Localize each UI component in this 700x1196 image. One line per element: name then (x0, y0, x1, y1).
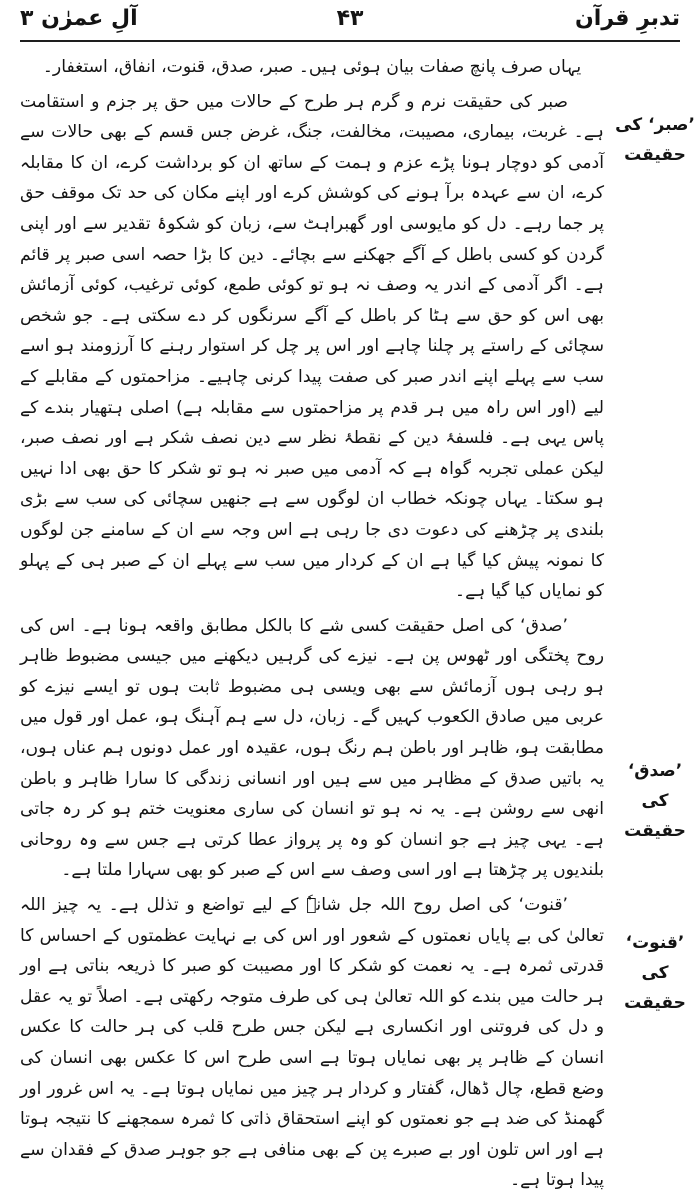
paragraph-sabr: صبر کی حقیقت نرم و گرم ہر طرح کے حالات میں حق پر جزم و استقامت ہے۔ غربت، بیماری، مصیبت، مخالفت، جنگ، غرض جس قسم کے بھی حالات سے آدمی کو دوچار ہونا پڑے عزم و ہمت کے ساتھ ان کو برداشت کرے، ان کا مقابلہ کرے، ان سے عہدہ برآ ہونے کی کوشش کرے اور اپنے مکان کی حد تک موقف حق پر جما رہے۔ دل کو مایوسی اور گھبراہٹ سے، زبان کو شکوۂ تقدیر سے اور اپنی گردن کو کسی باطل کے آگے جھکنے سے بچائے۔ دین کا بڑا حصہ اسی صبر پر قائم ہے۔ اگر آدمی کے اندر یہ وصف نہ ہو تو کوئی طمع، کوئی ترغیب، کوئی آزمائش بھی اس کو حق سے ہٹا کر باطل کے آگے سرنگوں کر دے سکتی ہے۔ جو شخص سچائی کے راستے پر چلنا چاہے اور اس پر چل کر استوار رہنے کا آرزومند ہو اسے سب سے پہلے اپنے اندر صبر کی صفت پیدا کرنی چاہیے۔ مزاحمتوں کے مقابلے کے لیے (اور اس راہ میں ہر قدم پر مزاحمتوں سے مقابلہ ہے) اصلی ہتھیار بندے کے پاس یہی ہے۔ فلسفۂ دین کے نقطۂ نظر سے دین نصف شکر ہے اور نصف صبر، لیکن عملی تجربہ گواہ ہے کہ آدمی میں صبر نہ ہو تو شکر کا حق بھی ادا نہیں ہو سکتا۔ یہاں چونکہ خطاب ان لوگوں سے ہے جنھیں سچائی کی سب سے بڑی بلندی پر چڑھنے کی دعوت دی جا رہی ہے اس وجہ سے ان کے سامنے جن لوگوں کا نمونہ پیش کیا گیا ہے ان کے کردار میں سب سے پہلے ان کے صبر ہی کے پہلو کو نمایاں کیا گیا ہے۔ (20, 91, 604, 602)
paragraph-qunoot: ’قنوت‘ کی اصل روح اللہ جل شانہٗ کے لیے تواضع و تذلل ہے۔ یہ چیز اللہ تعالیٰ کی بے پایاں نعمتوں کے شعور اور اس کی بے نہایت عظمتوں کے احساس کا قدرتی ثمرہ ہے۔ یہ نعمت کو شکر کا اور مصیبت کو صبر کا ذریعہ بناتی ہے اور ہر حالت میں بندے کو اللہ تعالیٰ ہی کی طرف متوجہ رکھتی ہے۔ اصلاً تو یہ عقل و دل کی فروتنی اور انکساری ہے لیکن جس طرح قلب کی ہر حالت کا عکس انسان کے ظاہر پر بھی نمایاں ہوتا ہے اسی طرح اس کا عکس بھی انسان کی وضع قطع، چال ڈھال، گفتار و کردار ہر چیز میں نمایاں ہوتا ہے۔ یہ اس غرور اور گھمنڈ کی ضد ہے جو نعمتوں کو اپنے استحقاق ذاتی کا ثمرہ سمجھنے کا نتیجہ ہوتا ہے اور اس تلون اور بے صبرے پن کے بھی منافی ہے جو جوہر صدق کے فقدان سے پیدا ہوتا ہے۔ (20, 895, 604, 1191)
header-rule (20, 40, 680, 42)
paragraph-sidq: ’صدق‘ کی اصل حقیقت کسی شے کا بالکل مطابق واقعہ ہونا ہے۔ اس کی روح پختگی اور ٹھوس پن ہے۔ نیزے کی گرہیں دیکھنے میں جیسی مضبوط ظاہر ہو رہی ہوں آزمائش سے بھی ویسی ہی مضبوط ثابت ہوں تو ایسے نیزے کو عربی میں صادق الکعوب کہیں گے۔ زبان، دل سے ہم آہنگ ہو، عمل اور قول میں مطابقت ہو، ظاہر اور باطن ہم رنگ ہوں، عقیدہ اور عمل دونوں ہم عناں ہوں، یہ باتیں صدق کے مظاہر میں سے ہیں اور انسانی زندگی کا سارا ظاہر و باطن انھی سے روشن ہے۔ یہ نہ ہو تو انسان کی ساری معنویت ختم ہو کر رہ جاتی ہے۔ یہی چیز ہے جو انسان کو وہ پر پرواز عطا کرتی ہے جس سے وہ روحانی بلندیوں پر چڑھتا ہے اور اسی وصف سے اس کے صبر کو بھی سہارا ملتا ہے۔ (20, 615, 604, 881)
page-number: ۴۳ (336, 6, 364, 31)
margin-note-qunoot: ’قنوت‘ کی حقیقت (624, 933, 686, 1013)
surah-name: آلِ عمرٰن ۳ (20, 6, 138, 31)
margin-note-sidq: ’صدق‘ کی حقیقت (624, 761, 686, 841)
intro-line: یہاں صرف پانچ صفات بیان ہوئی ہیں۔ صبر، صدق، قنوت، انفاق، استغفار۔ (42, 57, 582, 77)
running-title: تدبرِ قرآن (575, 6, 680, 31)
body-text (20, 52, 604, 1191)
margin-note-sabr: ’صبر‘ کی حقیقت (615, 115, 695, 165)
